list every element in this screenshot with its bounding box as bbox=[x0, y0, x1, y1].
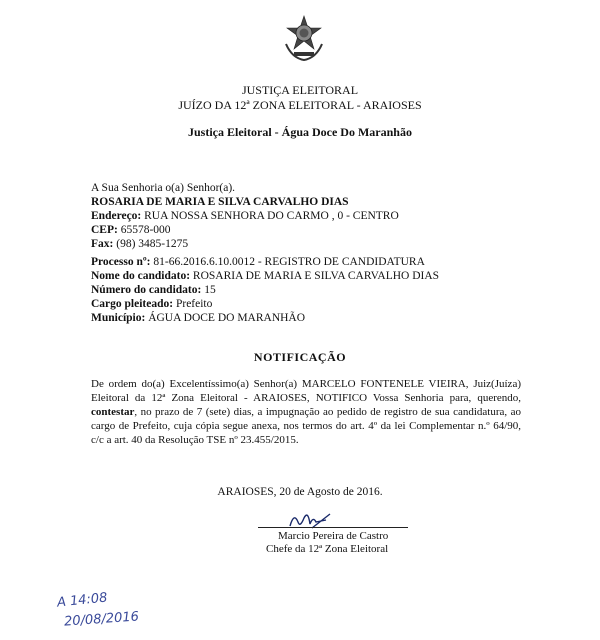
coat-of-arms-icon bbox=[282, 14, 326, 62]
header-line-1: JUSTIÇA ELEITORAL bbox=[241, 83, 359, 97]
candidate-number-value: 15 bbox=[204, 284, 216, 296]
position-label: Cargo pleiteado: bbox=[91, 298, 174, 310]
fax-label: Fax: bbox=[91, 238, 114, 250]
notification-text-bold: contestar bbox=[91, 406, 135, 418]
candidate-name-label: Nome do candidato: bbox=[91, 270, 191, 282]
fax-line bbox=[91, 238, 188, 250]
header-line-3: Justiça Eleitoral - Água Doce Do Maranhão bbox=[188, 125, 412, 139]
candidate-name-line bbox=[91, 270, 439, 282]
processo-label: Processo nº: bbox=[91, 256, 151, 268]
recipient-name: ROSARIA DE MARIA E SILVA CARVALHO DIAS bbox=[91, 196, 349, 208]
cep-line bbox=[91, 224, 171, 236]
position-value: Prefeito bbox=[175, 298, 213, 310]
municipality-line bbox=[91, 312, 305, 324]
cep-value: 65578-000 bbox=[120, 224, 171, 236]
candidate-number-label: Número do candidato: bbox=[91, 284, 202, 296]
signer-name: Marcio Pereira de Castro bbox=[278, 530, 389, 542]
signature-scribble bbox=[286, 508, 334, 532]
handwritten-date: 20/08/2016 bbox=[63, 609, 140, 630]
processo-line bbox=[91, 256, 425, 268]
municipality-label: Município: bbox=[91, 312, 146, 324]
candidate-name-value: ROSARIA DE MARIA E SILVA CARVALHO DIAS bbox=[192, 270, 440, 282]
processo-value: 81-66.2016.6.10.0012 - REGISTRO DE CANDIDATURA bbox=[153, 256, 425, 268]
fax-value: (98) 3485-1275 bbox=[116, 238, 189, 250]
cep-label: CEP: bbox=[91, 224, 118, 236]
notification-body bbox=[91, 377, 521, 447]
salutation: A Sua Senhoria o(a) Senhor(a). bbox=[91, 182, 236, 194]
address-line bbox=[91, 210, 399, 222]
place-date: ARAIOSES, 20 de Agosto de 2016. bbox=[217, 486, 383, 498]
address-value: RUA NOSSA SENHORA DO CARMO , 0 - CENTRO bbox=[144, 210, 399, 222]
signer-title: Chefe da 12ª Zona Eleitoral bbox=[266, 543, 389, 555]
header-line-2: JUÍZO DA 12ª ZONA ELEITORAL - ARAIOSES bbox=[178, 98, 422, 112]
candidate-number-line bbox=[91, 284, 216, 296]
position-line bbox=[91, 298, 212, 310]
handwritten-time: A 14:08 bbox=[56, 590, 109, 611]
notification-text-part-2: , no prazo de 7 (sete) dias, a impugnação ao pedido de registro de sua candidatura, ao cargo de Prefeito, cuja cópia segue anexa, nos termos do art. 4º da lei Complementar n.º 64/90, c/c a art. 40 da Resolução TSE nº 23.455/2015. bbox=[91, 406, 521, 446]
notification-title: NOTIFICAÇÃO bbox=[253, 350, 347, 364]
municipality-value: ÁGUA DOCE DO MARANHÃO bbox=[148, 312, 306, 324]
notification-text-part-1: De ordem do(a) Excelentíssimo(a) Senhor(a) MARCELO FONTENELE VIEIRA, Juiz(Juíza) Eleitoral da 12ª Zona Eleitoral - ARAIOSES, NOTIFICO Vossa Senhoria para, querendo, bbox=[91, 378, 521, 404]
signature-line bbox=[258, 527, 408, 528]
address-label: Endereço: bbox=[91, 210, 142, 222]
